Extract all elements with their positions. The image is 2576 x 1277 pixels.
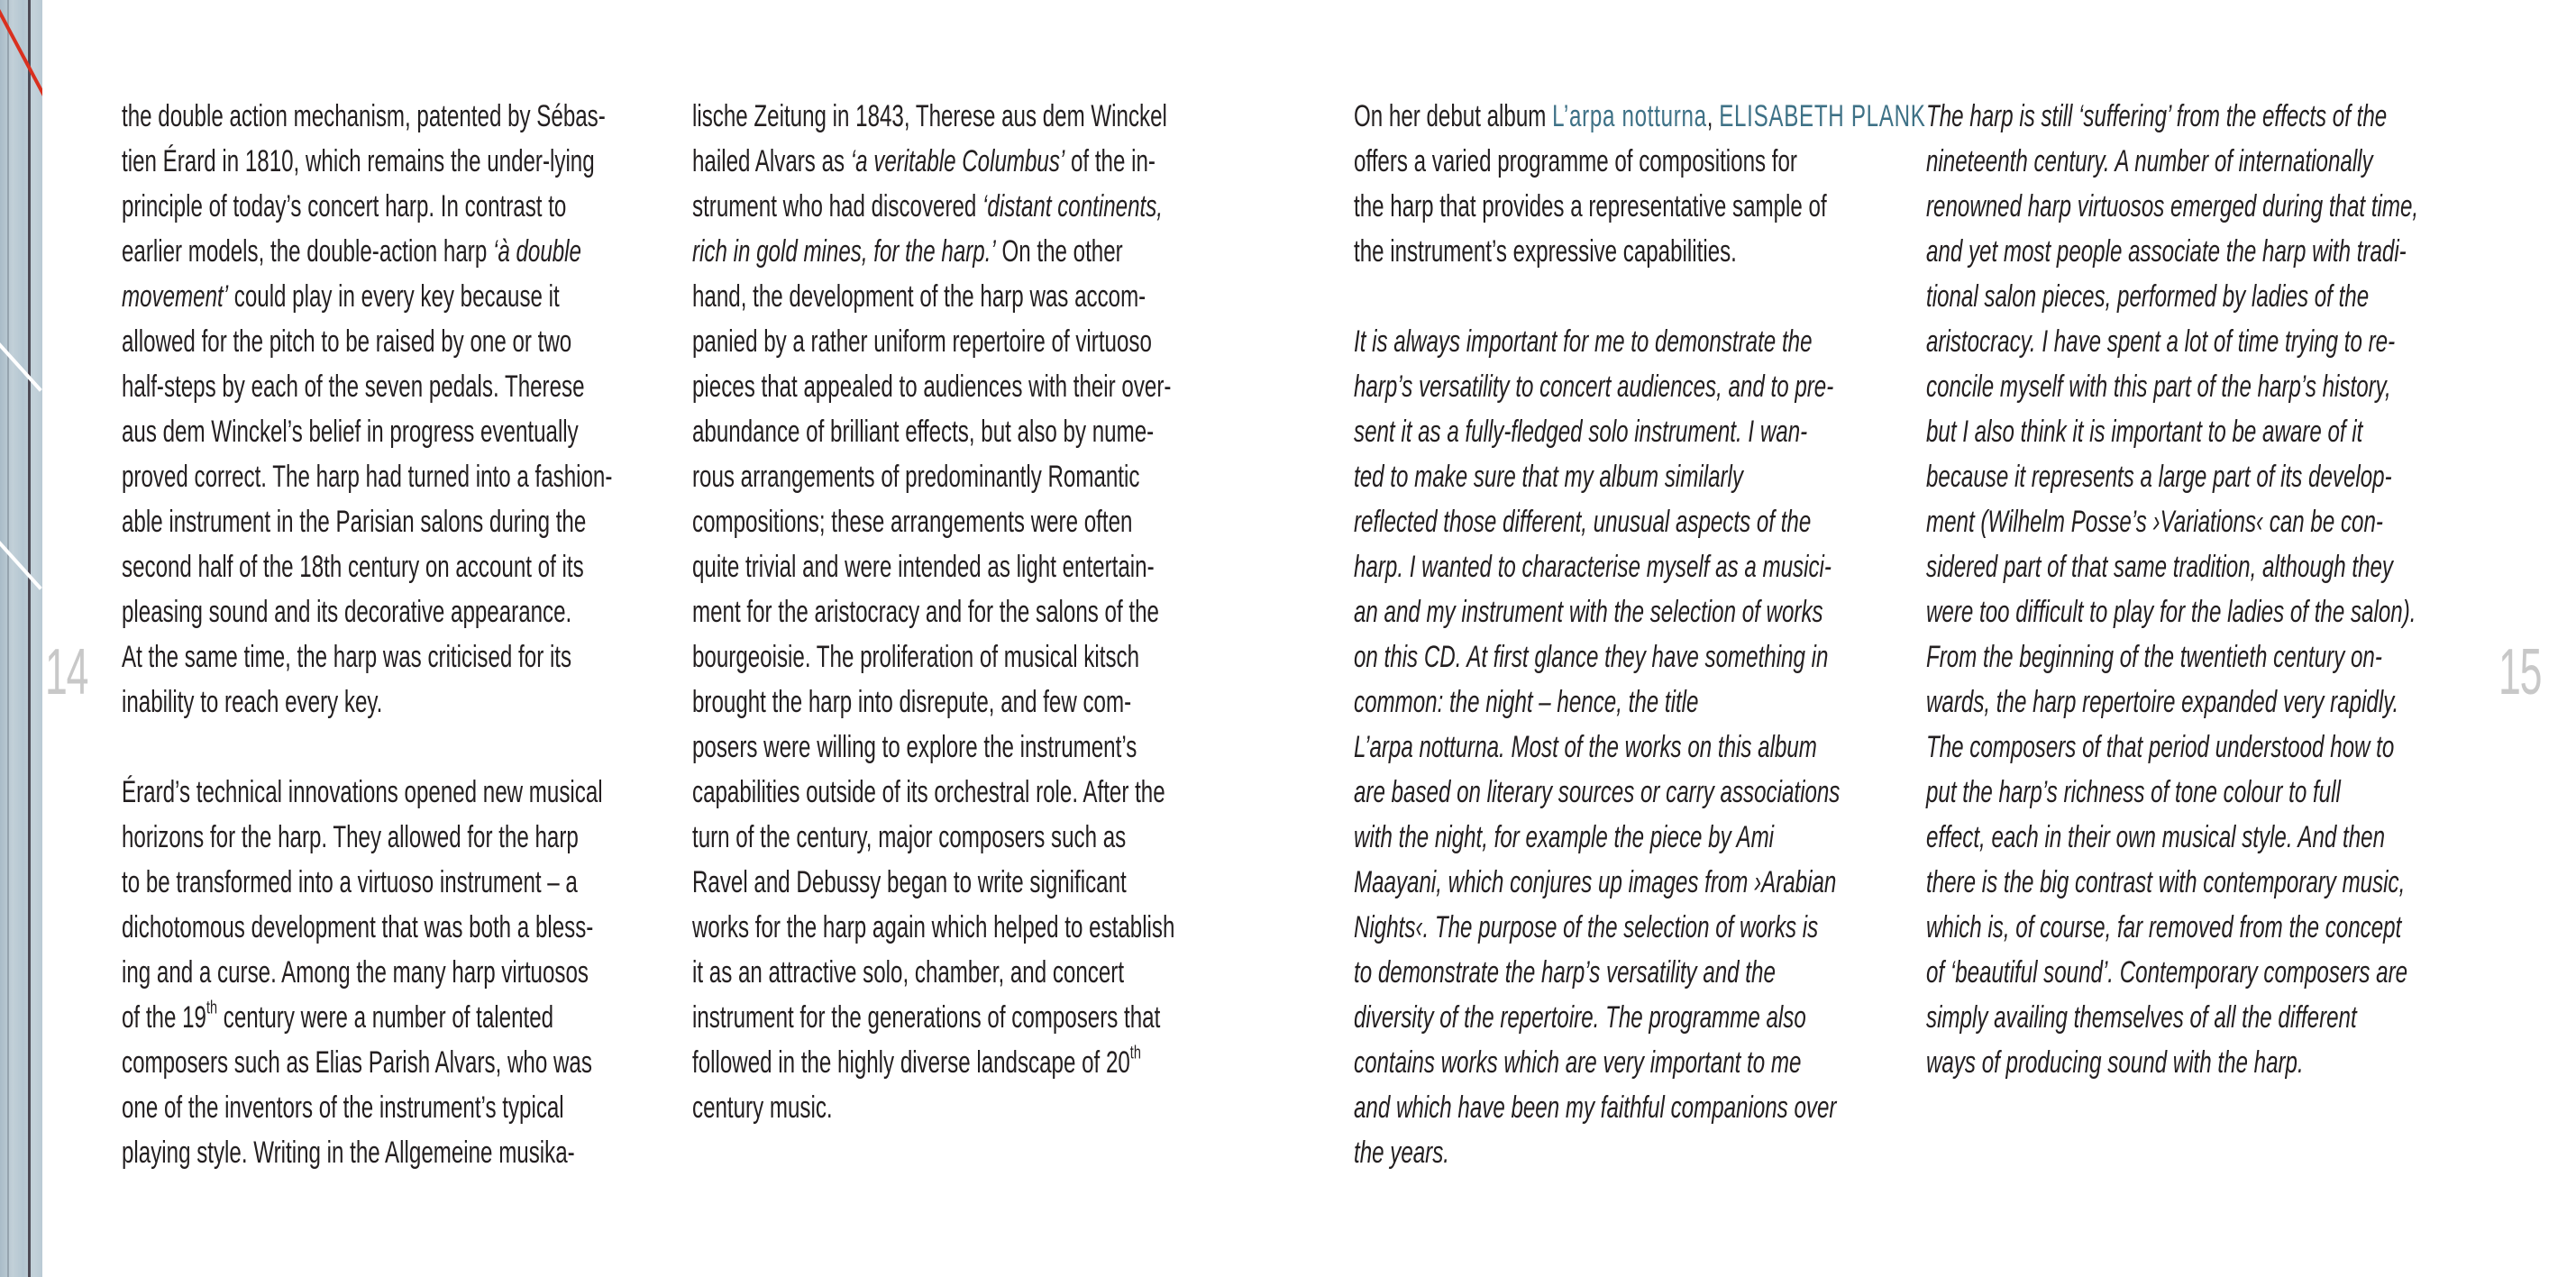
text-line: [122, 274, 666, 319]
text-run: instrument for the generations of composers that: [692, 1000, 1161, 1035]
text-run: could play in every key because it: [228, 279, 560, 314]
text-run: ment for the aristocracy and for the salons of the: [692, 595, 1159, 629]
text-run: the double action mechanism, patented by Sébas-: [122, 99, 606, 133]
text-run: brought the harp into disrepute, and few com-: [692, 685, 1132, 719]
text-run: it as an attractive solo, chamber, and concert: [692, 955, 1125, 990]
text-line: [1926, 680, 2471, 725]
text-line: [1926, 274, 2471, 319]
text-line: [1354, 589, 1898, 634]
text-run: put the harp’s richness of tone colour to full: [1926, 775, 2341, 809]
text-line: [1926, 229, 2471, 274]
quote-paragraph: [1926, 94, 2467, 1085]
text-line: [1926, 1040, 2471, 1085]
album-title-highlight: L’arpa notturna: [1552, 99, 1707, 133]
text-line: [1354, 1085, 1898, 1130]
text-run: century music.: [692, 1090, 833, 1125]
text-line: [692, 950, 1237, 995]
column-4: [1926, 94, 2467, 1085]
text-line: [692, 364, 1237, 409]
text-run: to demonstrate the harp’s versatility and the: [1354, 955, 1776, 990]
text-run: ‘a veritable Columbus’: [850, 144, 1065, 178]
text-line: [1354, 680, 1898, 725]
text-run: ment (Wilhelm Posse’s ›Variations‹ can be con-: [1926, 505, 2383, 539]
text-line: [1926, 94, 2471, 139]
text-run: ways of producing sound with the harp.: [1926, 1045, 2304, 1080]
text-line: [1354, 364, 1898, 409]
text-run: At the same time, the harp was criticised for its: [122, 640, 572, 674]
text-line: [1926, 725, 2471, 770]
text-run: the years.: [1354, 1136, 1450, 1170]
harp-string-dark: [28, 0, 31, 1277]
text-line: [1354, 815, 1898, 860]
text-line: [1926, 184, 2471, 229]
text-run: turn of the century, major composers such as: [692, 820, 1127, 854]
text-run: were too difficult to play for the ladies of the salon).: [1926, 595, 2416, 629]
text-run: because it represents a large part of its develop-: [1926, 460, 2392, 494]
text-line: [122, 544, 666, 589]
text-line: [1926, 995, 2471, 1040]
text-line: [1926, 815, 2471, 860]
text-run: hand, the development of the harp was accom-: [692, 279, 1146, 314]
text-line: [1354, 905, 1898, 950]
text-run: to be transformed into a virtuoso instrument – a: [122, 865, 578, 899]
text-run: contains works which are very important to me: [1354, 1045, 1802, 1080]
text-line: [1354, 1040, 1898, 1085]
text-run: abundance of brilliant effects, but also by nume-: [692, 415, 1155, 449]
text-run: which is, of course, far removed from the concept: [1926, 910, 2402, 944]
harp-string-faint: [7, 0, 9, 1277]
text-line: [692, 995, 1237, 1040]
text-line: [1354, 454, 1898, 499]
text-run: and yet most people associate the harp with tradi-: [1926, 234, 2407, 269]
text-run: followed in the highly diverse landscape of 20: [692, 1045, 1130, 1080]
text-line: [692, 139, 1237, 184]
text-run: compositions; these arrangements were often: [692, 505, 1133, 539]
text-line: [1926, 634, 2471, 680]
text-run: Érard’s technical innovations opened new musical: [122, 775, 603, 809]
text-run: ted to make sure that my album similarly: [1354, 460, 1743, 494]
text-run: proved correct. The harp had turned into a fashion-: [122, 460, 613, 494]
text-line: [122, 1085, 666, 1130]
text-line: [122, 454, 666, 499]
text-line: [122, 139, 666, 184]
text-line: [1926, 139, 2471, 184]
text-run: nineteenth century. A number of internationally: [1926, 144, 2373, 178]
text-run: principle of today’s concert harp. In contrast to: [122, 189, 567, 223]
text-line: [122, 364, 666, 409]
text-line: [1926, 319, 2471, 364]
text-run: are based on literary sources or carry associations: [1354, 775, 1841, 809]
text-line: [1926, 454, 2471, 499]
column-3: [1354, 94, 1926, 1175]
text-line: [1926, 770, 2471, 815]
text-run: L’arpa notturna. Most of the works on this album: [1354, 730, 1817, 764]
text-run: rich in gold mines, for the harp.’: [692, 234, 996, 269]
text-line: [122, 770, 666, 815]
text-line: [1354, 770, 1898, 815]
text-run: works for the harp again which helped to establish: [692, 910, 1175, 944]
column-2: [692, 94, 1233, 1130]
text-line: [1354, 139, 1898, 184]
text-run: but I also think it is important to be aware of it: [1926, 415, 2363, 449]
text-run: bourgeoisie. The proliferation of musical kitsch: [692, 640, 1140, 674]
text-run: rous arrangements of predominantly Romantic: [692, 460, 1140, 494]
text-run: one of the inventors of the instrument’s typical: [122, 1090, 564, 1125]
text-run: of ‘beautiful sound’. Contemporary composers are: [1926, 955, 2408, 990]
text-line: [122, 499, 666, 544]
text-line: [692, 815, 1237, 860]
ordinal-superscript: th: [1129, 1043, 1141, 1063]
text-line: [122, 905, 666, 950]
text-run: offers a varied programme of compositions for: [1354, 144, 1797, 178]
text-line: [1354, 860, 1898, 905]
text-line: [692, 634, 1237, 680]
text-run: playing style. Writing in the Allgemeine musika-: [122, 1136, 575, 1170]
text-line: [692, 319, 1237, 364]
intro-paragraph: [1354, 94, 1926, 274]
text-run: on this CD. At first glance they have something in: [1354, 640, 1829, 674]
text-run: tien Érard in 1810, which remains the under-lying: [122, 144, 595, 178]
text-run: and which have been my faithful companions over: [1354, 1090, 1837, 1125]
text-line: [1354, 94, 1926, 139]
text-run: diversity of the repertoire. The programme also: [1354, 1000, 1806, 1035]
text-run: harp’s versatility to concert audiences, and to pre-: [1354, 369, 1834, 404]
paragraph-gap: [1354, 274, 1895, 319]
text-line: [122, 995, 666, 1040]
text-line: [122, 680, 666, 725]
text-run: sidered part of that same tradition, although they: [1926, 550, 2393, 584]
text-run: horizons for the harp. They allowed for the harp: [122, 820, 579, 854]
text-run: the harp that provides a representative sample of: [1354, 189, 1827, 223]
text-run: effect, each in their own musical style. And then: [1926, 820, 2385, 854]
text-line: [1354, 995, 1898, 1040]
text-line: [122, 1040, 666, 1085]
text-line: [692, 860, 1237, 905]
text-run: hailed Alvars as: [692, 144, 851, 178]
text-line: [692, 184, 1237, 229]
text-run: an and my instrument with the selection of works: [1354, 595, 1823, 629]
text-run: The composers of that period understood how to: [1926, 730, 2395, 764]
ordinal-superscript: th: [206, 998, 218, 1018]
text-line: [122, 860, 666, 905]
text-line: [692, 409, 1237, 454]
text-run: second half of the 18th century on account of its: [122, 550, 584, 584]
text-line: [1926, 409, 2471, 454]
text-run: On the other: [995, 234, 1123, 269]
text-run: simply availing themselves of all the different: [1926, 1000, 2357, 1035]
text-run: composers such as Elias Parish Alvars, who was: [122, 1045, 592, 1080]
text-run: pieces that appealed to audiences with their over-: [692, 369, 1172, 404]
quote-paragraph: [1354, 319, 1895, 1175]
text-line: [1354, 634, 1898, 680]
text-run: ing and a curse. Among the many harp virtuosos: [122, 955, 589, 990]
page-number-left: 14: [45, 636, 88, 708]
text-line: [122, 1130, 666, 1175]
text-line: [692, 680, 1237, 725]
text-run: ‘distant continents,: [982, 189, 1163, 223]
text-line: [692, 1040, 1237, 1085]
text-run: pleasing sound and its decorative appearance.: [122, 595, 572, 629]
page-number-right: 15: [2498, 636, 2542, 708]
text-run: the instrument’s expressive capabilities.: [1354, 234, 1737, 269]
text-line: [1354, 184, 1898, 229]
text-run: ,: [1706, 99, 1720, 133]
text-line: [692, 905, 1237, 950]
text-run: dichotomous development that was both a bless-: [122, 910, 594, 944]
text-run: quite trivial and were intended as light entertain-: [692, 550, 1155, 584]
text-line: [1926, 499, 2471, 544]
text-line: [1354, 950, 1898, 995]
text-line: [1926, 905, 2471, 950]
text-run: Ravel and Debussy began to write significant: [692, 865, 1127, 899]
text-line: [1926, 364, 2471, 409]
text-run: earlier models, the double-action harp: [122, 234, 493, 269]
text-line: [122, 815, 666, 860]
text-run: lische Zeitung in 1843, Therese aus dem Winckel: [692, 99, 1167, 133]
text-run: century were a number of talented: [217, 1000, 554, 1035]
text-line: [1926, 544, 2471, 589]
text-line: [1354, 409, 1898, 454]
text-run: On her debut album: [1354, 99, 1553, 133]
text-line: [122, 409, 666, 454]
text-line: [122, 950, 666, 995]
paragraph: [692, 94, 1233, 1130]
text-line: [692, 454, 1237, 499]
text-line: [692, 544, 1237, 589]
text-run: ‘à double: [492, 234, 581, 269]
text-run: half-steps by each of the seven pedals. Therese: [122, 369, 585, 404]
text-line: [1354, 229, 1898, 274]
text-line: [692, 725, 1237, 770]
text-line: [692, 94, 1237, 139]
text-run: of the in-: [1064, 144, 1156, 178]
album-title-highlight: ELISABETH PLANK: [1719, 99, 1926, 133]
text-line: [1354, 1130, 1898, 1175]
text-run: of the 19: [122, 1000, 206, 1035]
paragraph: [122, 770, 662, 1175]
column-1: [122, 94, 662, 1175]
text-line: [1926, 950, 2471, 995]
text-run: aristocracy. I have spent a lot of time trying to re-: [1926, 324, 2396, 359]
text-run: It is always important for me to demonstrate the: [1354, 324, 1813, 359]
text-run: harp. I wanted to characterise myself as a musici-: [1354, 550, 1832, 584]
text-run: From the beginning of the twentieth century on-: [1926, 640, 2382, 674]
text-line: [1354, 725, 1898, 770]
text-run: sent it as a fully-fledged solo instrument. I wan-: [1354, 415, 1808, 449]
text-line: [122, 184, 666, 229]
text-run: renowned harp virtuosos emerged during that time,: [1926, 189, 2419, 223]
text-run: wards, the harp repertoire expanded very rapidly.: [1926, 685, 2399, 719]
text-line: [1354, 319, 1898, 364]
text-line: [1926, 589, 2471, 634]
text-run: inability to reach every key.: [122, 685, 383, 719]
harp-photo-strip: [0, 0, 42, 1277]
text-line: [1926, 860, 2471, 905]
text-run: capabilities outside of its orchestral role. After the: [692, 775, 1165, 809]
text-line: [692, 229, 1237, 274]
text-line: [122, 319, 666, 364]
text-run: Nights‹. The purpose of the selection of works is: [1354, 910, 1819, 944]
paragraph-gap: [122, 725, 662, 770]
text-run: with the night, for example the piece by Ami: [1354, 820, 1775, 854]
text-run: strument who had discovered: [692, 189, 983, 223]
text-line: [692, 770, 1237, 815]
text-run: able instrument in the Parisian salons during the: [122, 505, 587, 539]
text-run: common: the night – hence, the title: [1354, 685, 1699, 719]
text-line: [1354, 544, 1898, 589]
text-run: posers were willing to explore the instrument’s: [692, 730, 1137, 764]
text-run: reflected those different, unusual aspects of the: [1354, 505, 1812, 539]
text-line: [122, 589, 666, 634]
text-line: [692, 499, 1237, 544]
text-run: Maayani, which conjures up images from ›Arabian: [1354, 865, 1837, 899]
text-run: allowed for the pitch to be raised by one or two: [122, 324, 572, 359]
text-run: aus dem Winckel’s belief in progress eventually: [122, 415, 579, 449]
text-run: there is the big contrast with contemporary music,: [1926, 865, 2406, 899]
text-run: movement’: [122, 279, 229, 314]
text-run: The harp is still ‘suffering’ from the effects of the: [1926, 99, 2388, 133]
text-line: [122, 634, 666, 680]
text-line: [1354, 499, 1898, 544]
text-line: [692, 589, 1237, 634]
text-line: [692, 1085, 1237, 1130]
paragraph: [122, 94, 662, 725]
text-run: concile myself with this part of the harp’s history,: [1926, 369, 2391, 404]
text-line: [122, 229, 666, 274]
text-run: panied by a rather uniform repertoire of virtuoso: [692, 324, 1152, 359]
text-line: [122, 94, 666, 139]
text-line: [692, 274, 1237, 319]
text-run: tional salon pieces, performed by ladies of the: [1926, 279, 2370, 314]
